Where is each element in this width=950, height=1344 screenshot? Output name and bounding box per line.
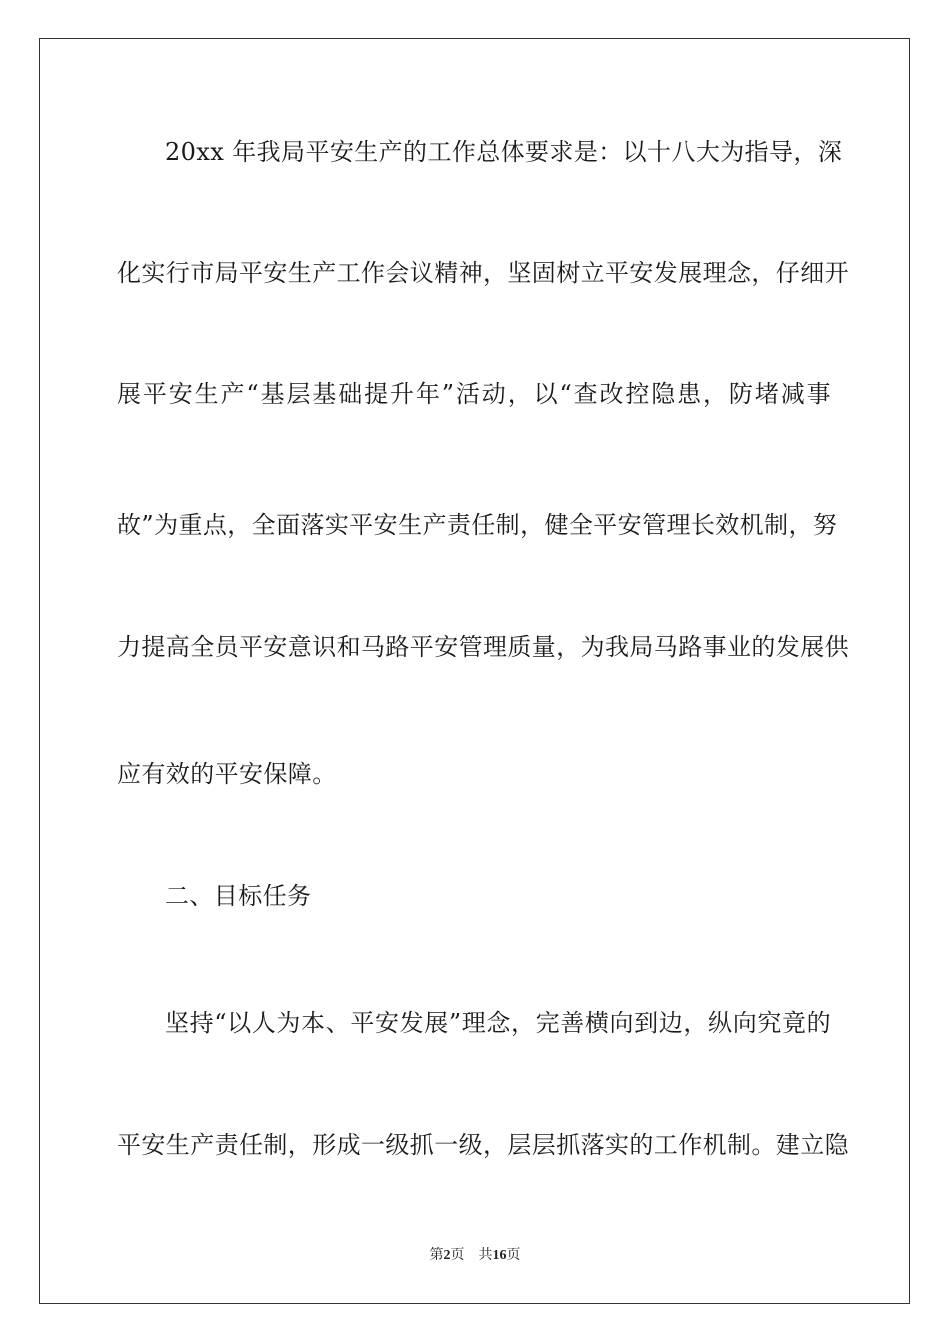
total-label-prefix: 共 (478, 1248, 493, 1263)
total-pages: 16 (492, 1248, 507, 1263)
paragraph-1-line-1: 20xx 年我局平安生产的工作总体要求是：以十八大为指导，深 (165, 138, 843, 166)
paragraph-1-line-6: 应有效的平安保障。 (117, 760, 337, 788)
paragraph-1-line-3: 展平安生产“基层基础提升年”活动，以“查改控隐患，防堵减事 (117, 380, 831, 408)
page-label-suffix: 页 (450, 1248, 465, 1263)
paragraph-2-line-2: 平安生产责任制，形成一级抓一级，层层抓落实的工作机制。建立隐 (117, 1131, 849, 1159)
paragraph-1-line-4: 故”为重点，全面落实平安生产责任制，健全平安管理长效机制，努 (117, 511, 838, 539)
paragraph-1-line-2: 化实行市局平安生产工作会议精神，坚固树立平安发展理念，仔细开 (117, 259, 849, 287)
paragraph-1-line-5: 力提高全员平安意识和马路平安管理质量，为我局马路事业的发展供 (117, 633, 849, 661)
paragraph-2-line-1: 坚持“以人为本、平安发展”理念，完善横向到边，纵向究竟的 (165, 1009, 831, 1037)
page-footer (0, 1247, 950, 1265)
page-number: 2 (443, 1248, 451, 1263)
section-heading: 二、目标任务 (165, 882, 312, 910)
page-label-prefix: 第 (429, 1248, 444, 1263)
page-border (39, 38, 910, 1304)
total-label-suffix: 页 (506, 1248, 521, 1263)
